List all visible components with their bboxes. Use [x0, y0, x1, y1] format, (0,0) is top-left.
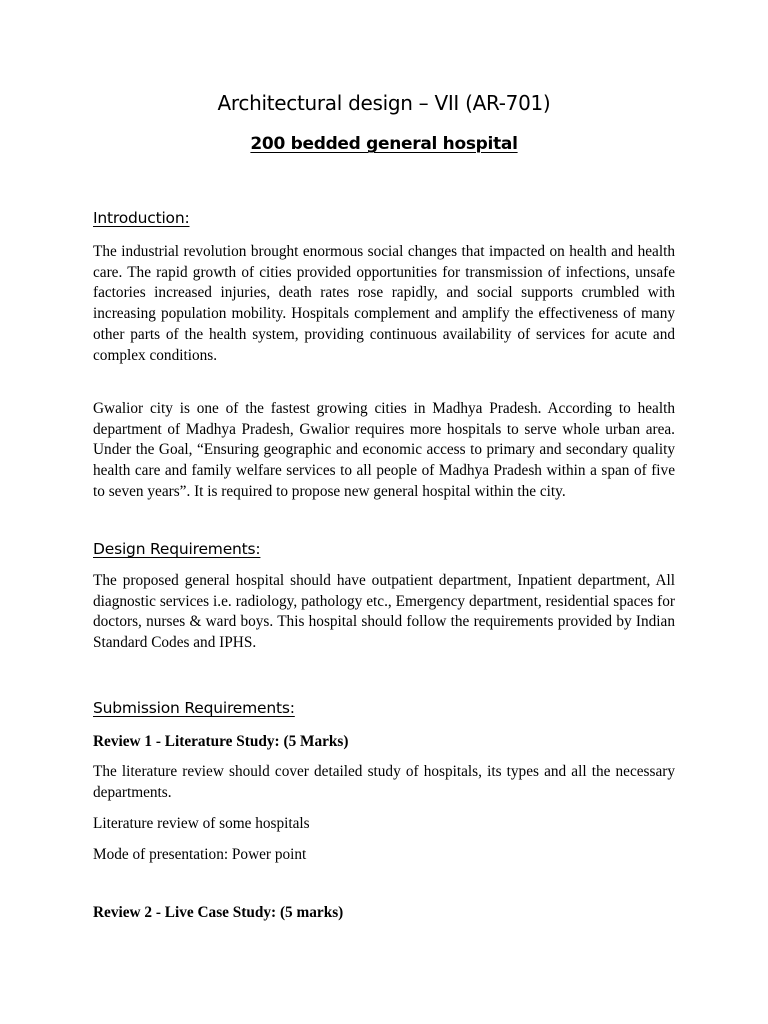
review-1-description: The literature review should cover detailed study of hospitals, its types and all the necessary departments. — [93, 763, 675, 801]
design-requirements-heading: Design Requirements: — [93, 540, 261, 558]
design-requirements-paragraph: The proposed general hospital should have outpatient department, Inpatient department, All diagnostic services i.e. radiology, pathology etc., Emergency department, residential spaces for doctors, nurses & ward boys. This hospital should follow the requirements provided by Indian Standard Codes and IPHS. — [93, 572, 675, 652]
review-2-title: Review 2 - Live Case Study: (5 marks) — [93, 904, 344, 921]
submission-requirements-heading: Submission Requirements: — [93, 699, 295, 717]
document-title: Architectural design – VII (AR-701) — [217, 91, 551, 115]
document-subtitle — [93, 131, 675, 157]
review-1-item-2: Mode of presentation: Power point — [93, 846, 307, 863]
review-1-title: Review 1 - Literature Study: (5 Marks) — [93, 733, 349, 750]
document-page — [93, 0, 675, 1024]
introduction-heading: Introduction: — [93, 209, 190, 227]
document-subtitle-text: 200 bedded general hospital — [250, 134, 518, 154]
review-1-item-1: Literature review of some hospitals — [93, 815, 310, 832]
introduction-paragraph-2: Gwalior city is one of the fastest growing cities in Madhya Pradesh. According to health department of Madhya Pradesh, Gwalior requires more hospitals to serve whole urban area. Under the Goal, “Ensuring geographic and economic access to primary and secondary quality health care and family welfare services to all people of Madhya Pradesh within a span of five to seven years”. It is required to propose new general hospital within the city. — [93, 400, 675, 500]
introduction-paragraph-1: The industrial revolution brought enormous social changes that impacted on health and health care. The rapid growth of cities provided opportunities for transmission of infections, unsafe factories increased injuries, death rates rose rapidly, and social supports crumbled with increasing population mobility. Hospitals complement and amplify the effectiveness of many other parts of the health system, providing continuous availability of services for acute and complex conditions. — [93, 243, 675, 364]
